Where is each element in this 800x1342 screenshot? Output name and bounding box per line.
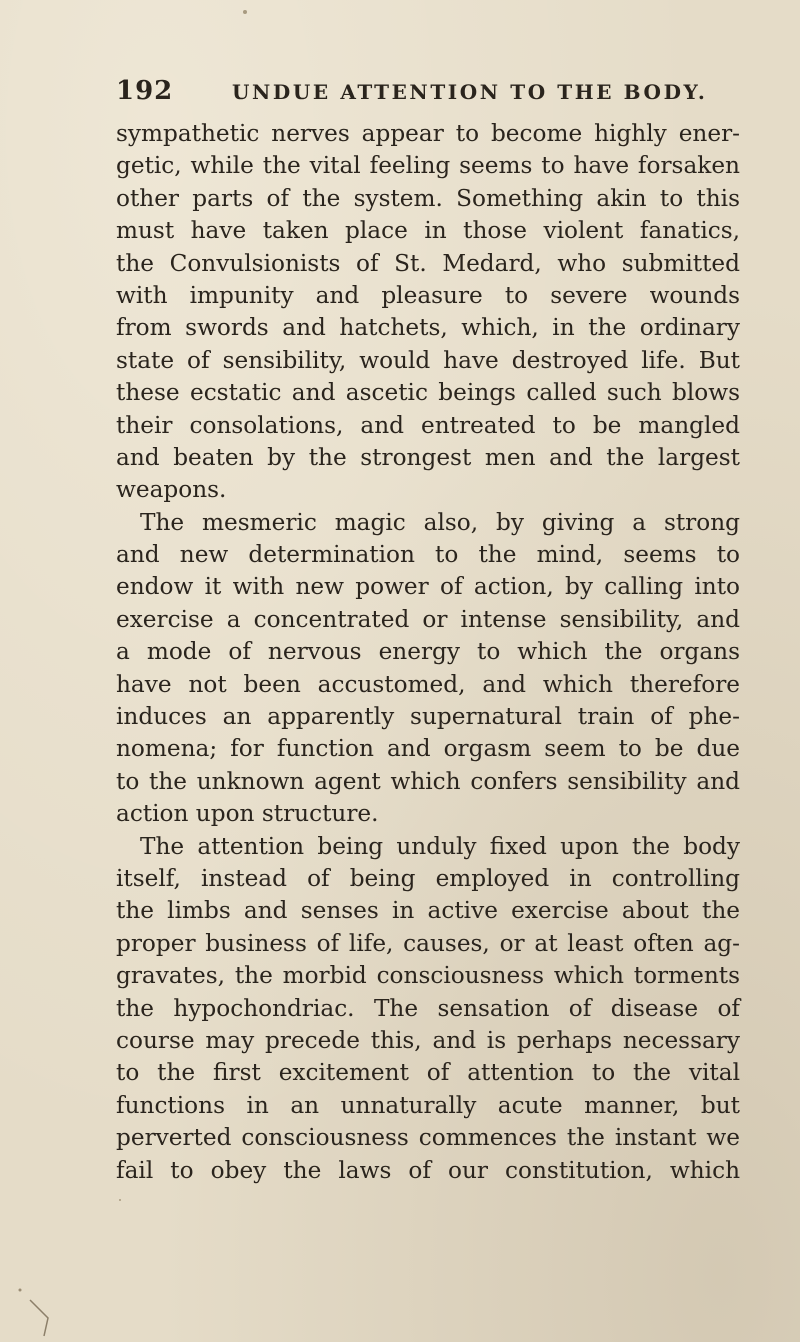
text-line: from swords and hatchets, which, in the ordinary [116,314,740,342]
text-line: proper business of life, causes, or at least often ag- [116,929,740,957]
text-line: state of sensibility, would have destroyed life. But [116,346,740,374]
text-line: with impunity and pleasure to severe wounds [116,281,740,309]
text-line: course may precede this, and is perhaps necessary [116,1026,740,1054]
text-line: these ecstatic and ascetic beings called such blows [116,379,740,407]
text-line: The attention being unduly fixed upon the body [140,832,740,860]
text-line: endow it with new power of action, by calling into [116,573,740,601]
text-line: functions in an unnaturally acute manner, but [116,1091,740,1119]
text-line: have not been accustomed, and which therefore [116,670,740,698]
text-line: getic, while the vital feeling seems to have forsaken [116,152,740,180]
text-line: sympathetic nerves appear to become highly ener- [116,120,740,147]
body-text [116,118,740,1187]
paragraph [116,831,740,1187]
text-line: the hypochondriac. The sensation of disease of [116,994,740,1022]
text-line: and new determination to the mind, seems to [116,541,740,569]
page-header [116,76,756,106]
page-number: 192 [116,76,174,106]
running-title: UNDUE ATTENTION TO THE BODY. [232,80,708,104]
text-line: their consolations, and entreated to be mangled [116,411,740,439]
text-line: a mode of nervous energy to which the organs [116,638,740,666]
text-line: fail to obey the laws of our constitution, which [116,1156,740,1184]
text-line: to the unknown agent which confers sensibility and [116,767,740,795]
text-line: action upon structure. [116,800,379,828]
text-line: itself, instead of being employed in controlling [116,864,740,892]
text-line: the Convulsionists of St. Medard, who submitted [116,249,740,277]
text-line: gravates, the morbid consciousness which torments [116,962,740,990]
text-line: other parts of the system. Something akin to this [116,184,740,212]
text-line: perverted consciousness commences the instant we [116,1124,740,1152]
text-line: exercise a concentrated or intense sensibility, and [116,605,740,633]
text-line: induces an apparently supernatural train of phe- [116,703,740,731]
text-line: the limbs and senses in active exercise about the [116,897,740,925]
paragraph [116,118,740,507]
text-line: weapons. [116,476,227,504]
text-line: must have taken place in those violent fanatics, [116,217,740,245]
text-line: and beaten by the strongest men and the largest [116,443,740,471]
text-line: to the first excitement of attention to the vital [116,1059,740,1087]
paragraph [116,507,740,831]
text-line: nomena; for function and orgasm seem to be due [116,735,740,763]
text-line: The mesmeric magic also, by giving a strong [140,508,740,536]
